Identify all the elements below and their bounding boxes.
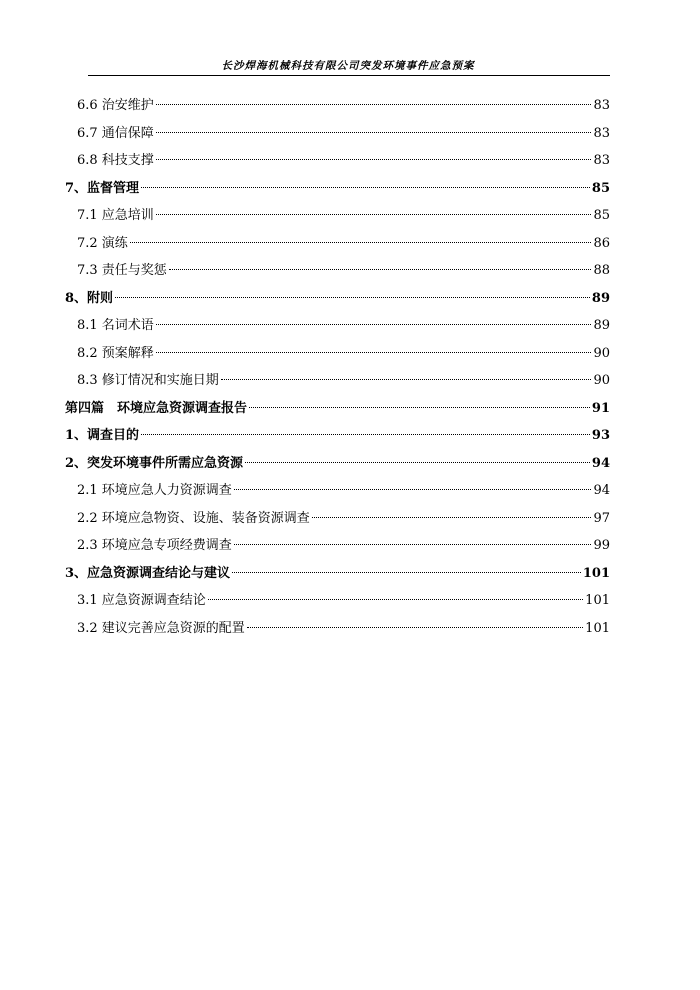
table-of-contents	[65, 92, 610, 642]
toc-entry[interactable]	[65, 450, 610, 478]
toc-entry-page-number: 83	[593, 153, 610, 168]
toc-entry-title: 6.6 治安维护	[77, 98, 154, 113]
toc-entry-page-number: 94	[591, 455, 610, 471]
toc-entry-title: 2.3 环境应急专项经费调查	[77, 538, 232, 553]
toc-dot-leader	[130, 242, 592, 243]
toc-dot-leader	[232, 572, 581, 573]
toc-entry-title: 7.2 演练	[77, 235, 128, 251]
toc-entry[interactable]	[65, 120, 610, 148]
toc-entry-title: 2.2 环境应急物资、设施、装备资源调查	[77, 510, 310, 526]
toc-dot-leader	[156, 324, 592, 325]
toc-entry[interactable]	[65, 312, 610, 340]
toc-entry-page-number: 85	[591, 180, 610, 196]
page-header: 长沙焊海机械科技有限公司突发环境事件应急预案	[221, 60, 475, 72]
toc-entry-page-number: 83	[593, 98, 610, 113]
toc-entry-page-number: 89	[591, 290, 610, 306]
toc-entry-page-number: 99	[593, 538, 610, 553]
toc-entry-title: 1、调查目的	[65, 428, 140, 443]
toc-entry-page-number: 94	[593, 483, 610, 498]
toc-entry-page-number: 88	[593, 263, 610, 278]
toc-dot-leader	[156, 132, 592, 133]
toc-entry-page-number: 93	[591, 428, 610, 443]
toc-dot-leader	[249, 407, 590, 408]
toc-entry-page-number: 86	[593, 235, 610, 251]
toc-dot-leader	[208, 599, 583, 600]
toc-dot-leader	[221, 379, 592, 380]
toc-dot-leader	[245, 462, 590, 463]
toc-entry[interactable]	[65, 202, 610, 230]
header-rule	[88, 75, 610, 76]
toc-entry[interactable]	[65, 560, 610, 588]
toc-dot-leader	[156, 104, 592, 105]
toc-dot-leader	[141, 434, 590, 435]
toc-entry-page-number: 101	[582, 565, 610, 581]
toc-dot-leader	[156, 159, 592, 160]
toc-entry[interactable]	[65, 505, 610, 533]
toc-entry[interactable]	[65, 147, 610, 175]
toc-entry[interactable]	[65, 477, 610, 505]
toc-entry-title: 8、附则	[65, 290, 114, 306]
toc-entry[interactable]	[65, 587, 610, 615]
toc-entry-page-number: 89	[593, 318, 610, 333]
toc-entry-title: 7.1 应急培训	[77, 208, 154, 223]
toc-entry[interactable]	[65, 615, 610, 643]
toc-entry[interactable]	[65, 340, 610, 368]
toc-dot-leader	[247, 627, 583, 628]
toc-entry-page-number: 101	[585, 620, 610, 636]
toc-entry-title: 6.8 科技支撑	[77, 153, 154, 168]
toc-entry-title: 8.2 预案解释	[77, 345, 154, 361]
toc-entry-title: 8.3 修订情况和实施日期	[77, 373, 219, 388]
toc-entry-title: 3.1 应急资源调查结论	[77, 593, 206, 608]
toc-dot-leader	[234, 489, 592, 490]
toc-entry[interactable]	[65, 257, 610, 285]
toc-entry-page-number: 90	[593, 345, 610, 361]
toc-entry[interactable]	[65, 230, 610, 258]
toc-entry-title: 7、监督管理	[65, 180, 140, 196]
toc-entry[interactable]	[65, 422, 610, 450]
toc-dot-leader	[141, 187, 590, 188]
toc-entry[interactable]	[65, 395, 610, 423]
toc-entry[interactable]	[65, 175, 610, 203]
toc-dot-leader	[156, 352, 592, 353]
toc-entry-page-number: 85	[593, 208, 610, 223]
toc-entry[interactable]	[65, 532, 610, 560]
toc-dot-leader	[234, 544, 592, 545]
toc-entry-page-number: 97	[593, 510, 610, 526]
toc-entry-title: 6.7 通信保障	[77, 125, 154, 141]
toc-entry-title: 第四篇 环境应急资源调查报告	[65, 400, 248, 416]
toc-entry-title: 8.1 名词术语	[77, 318, 154, 333]
toc-entry[interactable]	[65, 285, 610, 313]
toc-entry-page-number: 101	[585, 593, 610, 608]
toc-entry-title: 2.1 环境应急人力资源调查	[77, 483, 232, 498]
toc-entry-title: 3.2 建议完善应急资源的配置	[77, 620, 245, 636]
toc-entry[interactable]	[65, 92, 610, 120]
toc-entry-page-number: 90	[593, 373, 610, 388]
toc-dot-leader	[156, 214, 592, 215]
toc-entry-title: 3、应急资源调查结论与建议	[65, 565, 231, 581]
toc-entry-page-number: 83	[593, 125, 610, 141]
toc-entry[interactable]	[65, 367, 610, 395]
toc-entry-title: 7.3 责任与奖惩	[77, 263, 167, 278]
toc-dot-leader	[169, 269, 592, 270]
toc-entry-title: 2、突发环境事件所需应急资源	[65, 455, 244, 471]
toc-dot-leader	[312, 517, 592, 518]
toc-dot-leader	[115, 297, 590, 298]
toc-entry-page-number: 91	[591, 400, 610, 416]
